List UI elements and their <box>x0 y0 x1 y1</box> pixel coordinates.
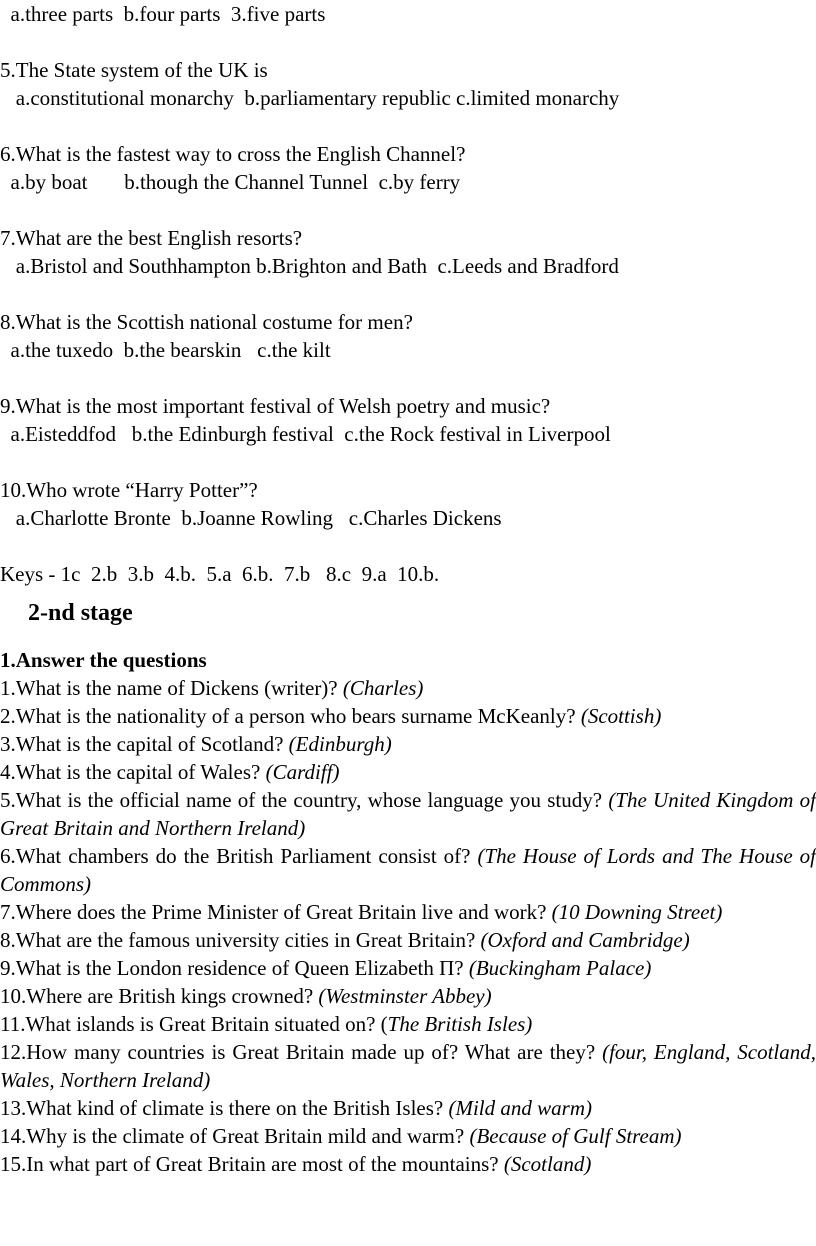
qa-answer: (Cardiff) <box>265 760 340 784</box>
qa-answer: (four, England, Scotland, Wales, Northern Ireland) <box>0 1040 816 1092</box>
qa-item <box>0 1038 816 1094</box>
qa-item <box>0 898 816 926</box>
spacer <box>0 28 816 56</box>
qa-question: 1.What is the name of Dickens (writer)? <box>0 676 343 700</box>
q10-options: a.Charlotte Bronte b.Joanne Rowling c.Charles Dickens <box>0 506 502 530</box>
qa-item <box>0 954 816 982</box>
qa-item <box>0 1010 816 1038</box>
q5-question: 5.The State system of the UK is <box>0 58 268 82</box>
qa-answer: (Scottish) <box>580 704 662 728</box>
qa-question: 3.What is the capital of Scotland? <box>0 732 289 756</box>
qa-answer: (Edinburgh) <box>288 732 392 756</box>
qa-item <box>0 674 816 702</box>
spacer <box>0 448 816 476</box>
answer-keys: Keys - 1c 2.b 3.b 4.b. 5.a 6.b. 7.b 8.c 9.a 10.b. <box>0 562 440 586</box>
qa-answer: (Mild and warm) <box>448 1096 592 1120</box>
qa-item <box>0 982 816 1010</box>
qa-answer: (10 Downing Street) <box>551 900 723 924</box>
qa-question: 6.What chambers do the British Parliament consist of? <box>0 844 478 868</box>
qa-question: 13.What kind of climate is there on the British Isles? <box>0 1096 449 1120</box>
q6-options: a.by boat b.though the Channel Tunnel c.by ferry <box>0 170 461 194</box>
stage-heading: 2-nd stage <box>28 600 133 626</box>
q8-options: a.the tuxedo b.the bearskin c.the kilt <box>0 338 331 362</box>
qa-item <box>0 842 816 898</box>
qa-item <box>0 1150 816 1178</box>
q9-question: 9.What is the most important festival of Welsh poetry and music? <box>0 394 551 418</box>
qa-answer: (Charles) <box>342 676 424 700</box>
qa-item <box>0 1094 816 1122</box>
qa-answer: The British Isles) <box>387 1012 533 1036</box>
q5-options: a.constitutional monarchy b.parliamentary republic c.limited monarchy <box>0 86 620 110</box>
q8-question: 8.What is the Scottish national costume for men? <box>0 310 413 334</box>
section-title: 1.Answer the questions <box>0 648 207 672</box>
qa-answer: (The United Kingdom of Great Britain and Northern Ireland) <box>0 788 816 840</box>
qa-question: 10.Where are British kings crowned? <box>0 984 319 1008</box>
q10-question: 10.Who wrote “Harry Potter”? <box>0 478 258 502</box>
spacer <box>0 112 816 140</box>
q6-question: 6.What is the fastest way to cross the English Channel? <box>0 142 466 166</box>
qa-list <box>0 674 816 1178</box>
qa-item <box>0 758 816 786</box>
qa-item <box>0 786 816 842</box>
qa-item <box>0 730 816 758</box>
qa-question: 11.What islands is Great Britain situated on? ( <box>0 1012 388 1036</box>
spacer <box>0 196 816 224</box>
spacer <box>0 280 816 308</box>
qa-question: 14.Why is the climate of Great Britain mild and warm? <box>0 1124 470 1148</box>
qa-question: 5.What is the official name of the country, whose language you study? <box>0 788 609 812</box>
qa-question: 15.In what part of Great Britain are most of the mountains? <box>0 1152 504 1176</box>
qa-answer: (Because of Gulf Stream) <box>469 1124 682 1148</box>
spacer <box>0 532 816 560</box>
qa-answer: (Scotland) <box>503 1152 592 1176</box>
qa-question: 8.What are the famous university cities in Great Britain? <box>0 928 481 952</box>
qa-question: 7.Where does the Prime Minister of Great Britain live and work? <box>0 900 552 924</box>
qa-item <box>0 926 816 954</box>
qa-item <box>0 1122 816 1150</box>
qa-answer: (Westminster Abbey) <box>318 984 492 1008</box>
qa-answer: (The House of Lords and The House of Commons) <box>0 844 816 896</box>
spacer <box>0 364 816 392</box>
qa-item <box>0 702 816 730</box>
qa-answer: (Oxford and Cambridge) <box>480 928 690 952</box>
qa-question: 4.What is the capital of Wales? <box>0 760 266 784</box>
qa-question: 9.What is the London residence of Queen Elizabeth Π? <box>0 956 469 980</box>
q4-options: a.three parts b.four parts 3.five parts <box>0 2 326 26</box>
q7-options: a.Bristol and Southhampton b.Brighton and Bath c.Leeds and Bradford <box>0 254 619 278</box>
qa-question: 2.What is the nationality of a person who bears surname McKeanly? <box>0 704 581 728</box>
qa-question: 12.How many countries is Great Britain made up of? What are they? <box>0 1040 603 1064</box>
q9-options: a.Eisteddfod b.the Edinburgh festival c.the Rock festival in Liverpool <box>0 422 611 446</box>
q7-question: 7.What are the best English resorts? <box>0 226 303 250</box>
qa-answer: (Buckingham Palace) <box>468 956 652 980</box>
